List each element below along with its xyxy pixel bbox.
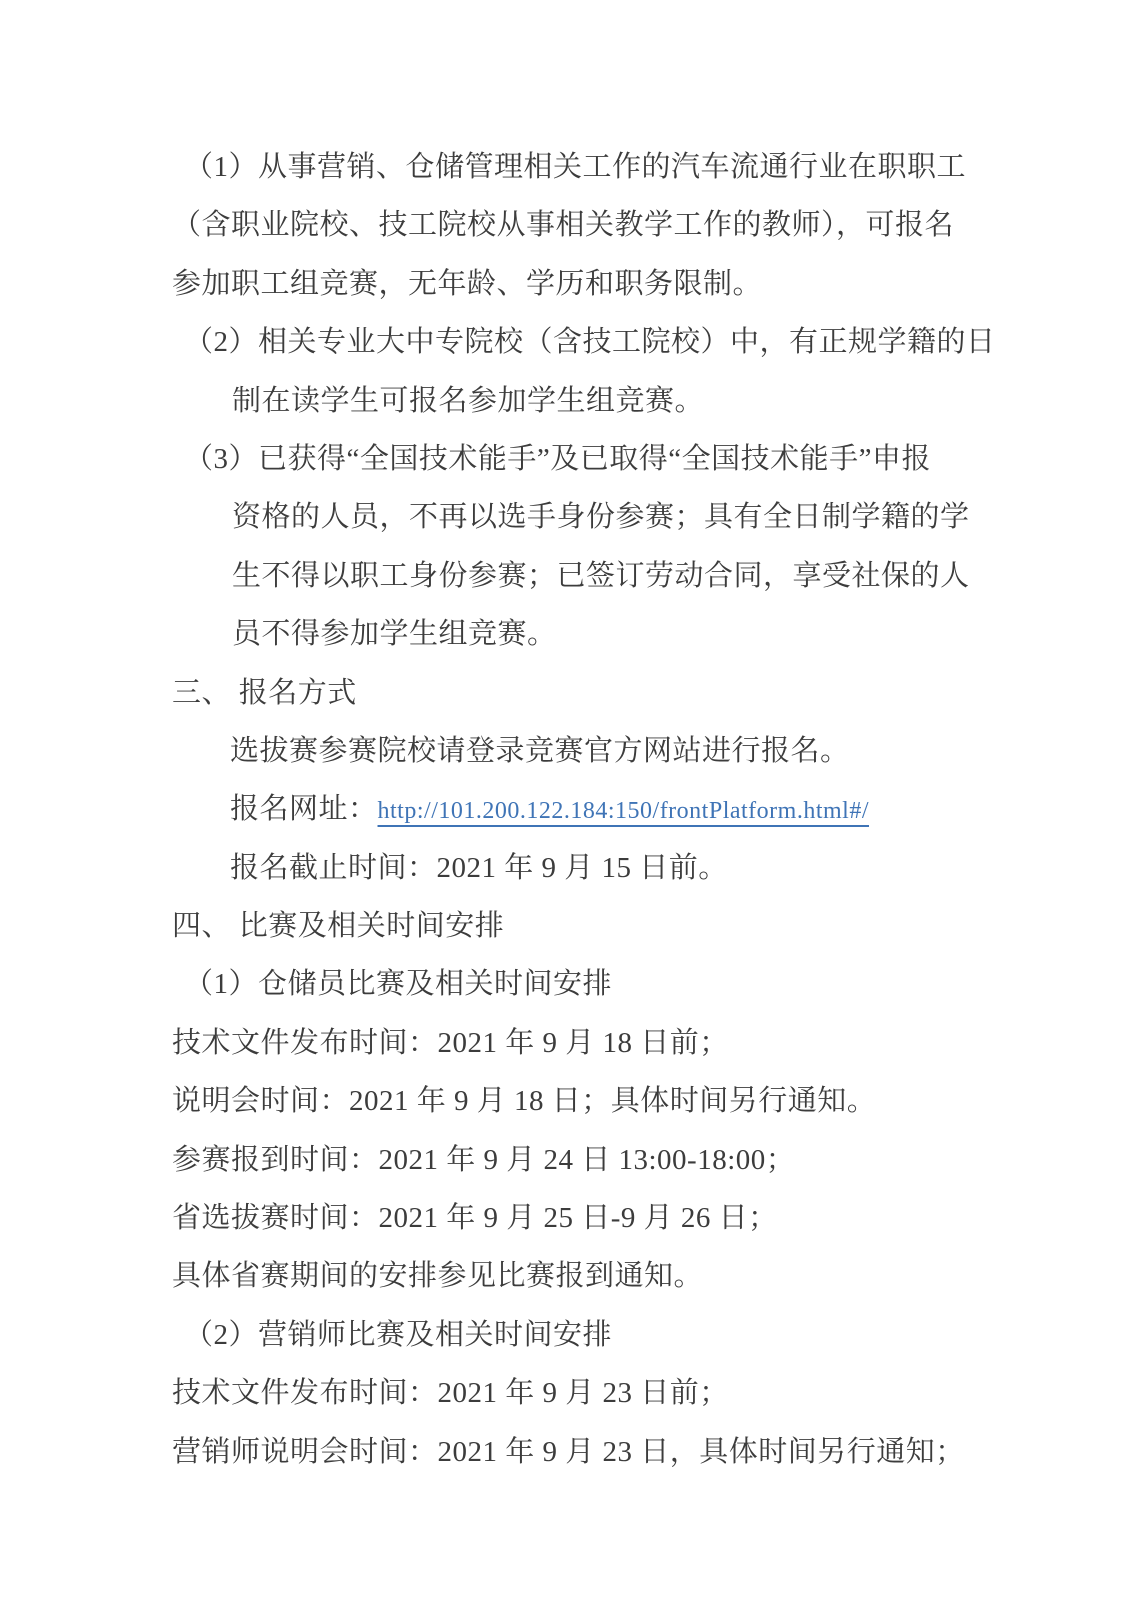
registration-url-line — [172, 780, 992, 838]
section-heading: 三、 报名方式 — [172, 676, 357, 709]
paragraph-line: 营销师说明会时间：2021 年 9 月 23 日，具体时间另行通知； — [172, 1435, 965, 1468]
paragraph-line: 员不得参加学生组竞赛。 — [232, 618, 557, 651]
document-body — [172, 138, 996, 1481]
paragraph-line: 生不得以职工身份参赛；已签订劳动合同，享受社保的人 — [232, 559, 970, 592]
paragraph-line: 报名截止时间：2021 年 9 月 15 日前。 — [230, 851, 728, 884]
paragraph-line: （含职业院校、技工院校从事相关教学工作的教师），可报名 — [172, 209, 955, 242]
paragraph-line: 选拔赛参赛院校请登录竞赛官方网站进行报名。 — [230, 734, 850, 767]
registration-url-label: 报名网址： — [230, 793, 378, 826]
paragraph-line: 制在读学生可报名参加学生组竞赛。 — [232, 384, 705, 417]
paragraph-line: （1）从事营销、仓储管理相关工作的汽车流通行业在职职工 — [184, 151, 967, 183]
paragraph-line: （2）营销师比赛及相关时间安排 — [184, 1318, 613, 1351]
paragraph-line: 技术文件发布时间：2021 年 9 月 18 日前； — [172, 1026, 729, 1059]
paragraph-line: （3）已获得“全国技术能手”及已取得“全国技术能手”申报 — [184, 442, 931, 475]
paragraph-line: 省选拔赛时间：2021 年 9 月 25 日-9 月 26 日； — [172, 1202, 778, 1235]
paragraph-line: 参赛报到时间：2021 年 9 月 24 日 13:00-18:00； — [172, 1143, 796, 1176]
paragraph-line: 说明会时间：2021 年 9 月 18 日；具体时间另行通知。 — [172, 1085, 877, 1118]
section-heading: 四、 比赛及相关时间安排 — [172, 910, 505, 943]
paragraph-line: 资格的人员，不再以选手身份参赛；具有全日制学籍的学 — [232, 501, 970, 534]
paragraph-line: （1）仓储员比赛及相关时间安排 — [184, 968, 613, 1001]
paragraph-line: 技术文件发布时间：2021 年 9 月 23 日前； — [172, 1377, 729, 1410]
registration-url-link[interactable]: http://101.200.122.184:150/frontPlatform.html#/ — [377, 798, 870, 825]
paragraph-line: （2）相关专业大中专院校（含技工院校）中，有正规学籍的日 — [184, 326, 996, 359]
paragraph-line: 参加职工组竞赛，无年龄、学历和职务限制。 — [172, 267, 763, 300]
paragraph-line: 具体省赛期间的安排参见比赛报到通知。 — [172, 1260, 704, 1293]
